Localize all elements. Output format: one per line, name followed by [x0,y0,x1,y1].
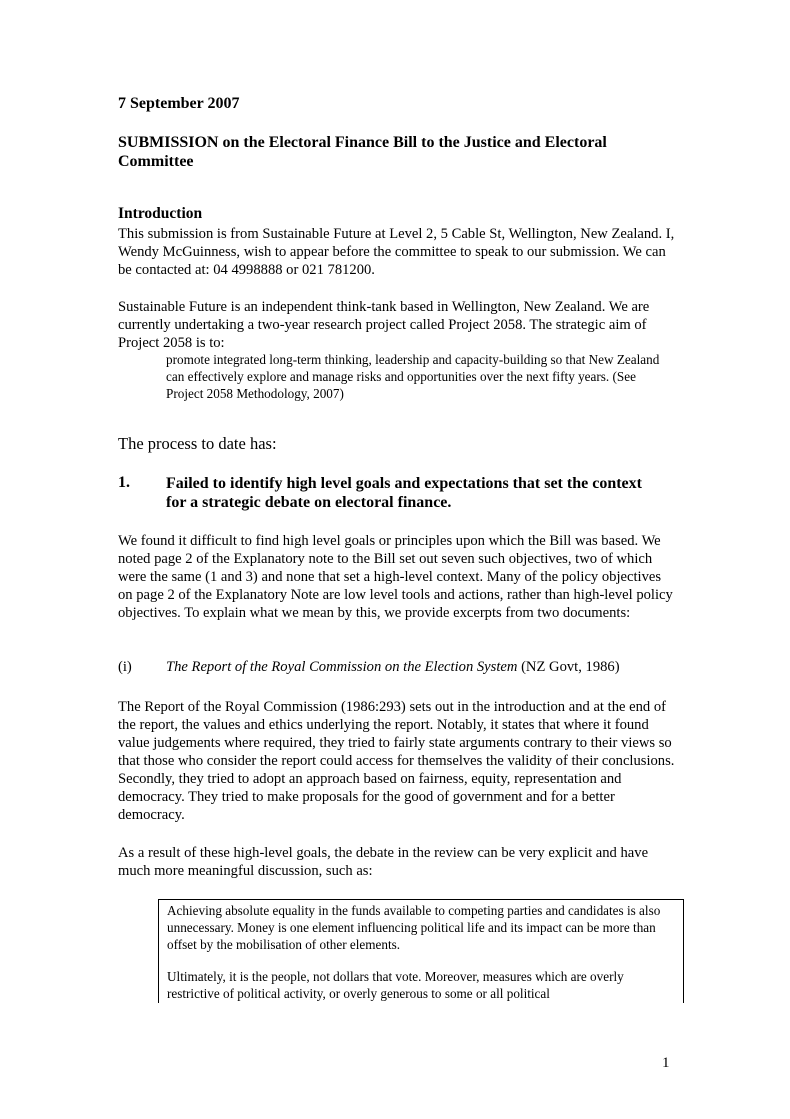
goals-paragraph: We found it difficult to find high level goals or principles upon which the Bill was based. We noted page 2 of the Explanatory note to the Bill set out seven such objectives, two of which were the same (1 and 3) and none that set a high-level context. Many of the policy objectives on page 2 of the Explanatory Note are low level tools and actions, rather than high-level policy objectives. To explain what we mean by this, we provide excerpts from two documents: [118,533,673,621]
reference-title-italic: The Report of the Royal Commission on the Election System [166,659,518,675]
result-paragraph: As a result of these high-level goals, the debate in the review can be very explicit and have much more meaningful discussion, such as: [118,845,649,879]
excerpt-paragraph-2: Ultimately, it is the people, not dollars that vote. Moreover, measures which are overly restrictive of political activity, or overly generous to some or all political [167,969,624,1001]
strategic-aim-quote: promote integrated long-term thinking, leadership and capacity-building so that New Zealand can effectively explore and manage risks and opportunities over the next fifty years. (See Project 2058 Methodology, 2007) [166,352,660,401]
introduction-heading: Introduction [118,205,203,222]
document-title: SUBMISSION on the Electoral Finance Bill to the Justice and Electoral Committee [118,134,607,170]
reference-title [166,659,620,676]
excerpt-paragraph-1: Achieving absolute equality in the funds available to competing parties and candidates is also unnecessary. Money is one element influencing political life and its impact can be more than offset by the mobilisation of other elements. [167,903,661,952]
document-date: 7 September 2007 [118,95,240,112]
section-number: 1. [118,474,130,491]
reference-numeral: (i) [118,659,132,675]
about-paragraph: Sustainable Future is an independent think-tank based in Wellington, New Zealand. We are currently undertaking a two-year research project called Project 2058. The strategic aim of Project 2058 is to: [118,299,650,351]
page-number: 1 [662,1055,670,1071]
process-line: The process to date has: [118,434,277,453]
report-paragraph: The Report of the Royal Commission (1986:293) sets out in the introduction and at the end of the report, the values and ethics underlying the report. Notably, it states that where it found value judgements where required, they tried to fairly state arguments contrary to their views so that those who consider the report could access for themselves the validity of their conclusions. Secondly, they tried to adopt an approach based on fairness, equity, representation and democracy. They tried to make proposals for the good of government and for a better democracy. [118,699,675,823]
reference-title-rest: (NZ Govt, 1986) [517,659,620,675]
introduction-paragraph: This submission is from Sustainable Future at Level 2, 5 Cable St, Wellington, New Zealand. I, Wendy McGuinness, wish to appear before the committee to speak to our submission. We can be contacted at: 04 4998888 or 021 781200. [118,226,675,278]
quoted-excerpt-box [158,899,684,1003]
section-heading: Failed to identify high level goals and expectations that set the context for a strategic debate on electoral finance. [166,475,642,511]
